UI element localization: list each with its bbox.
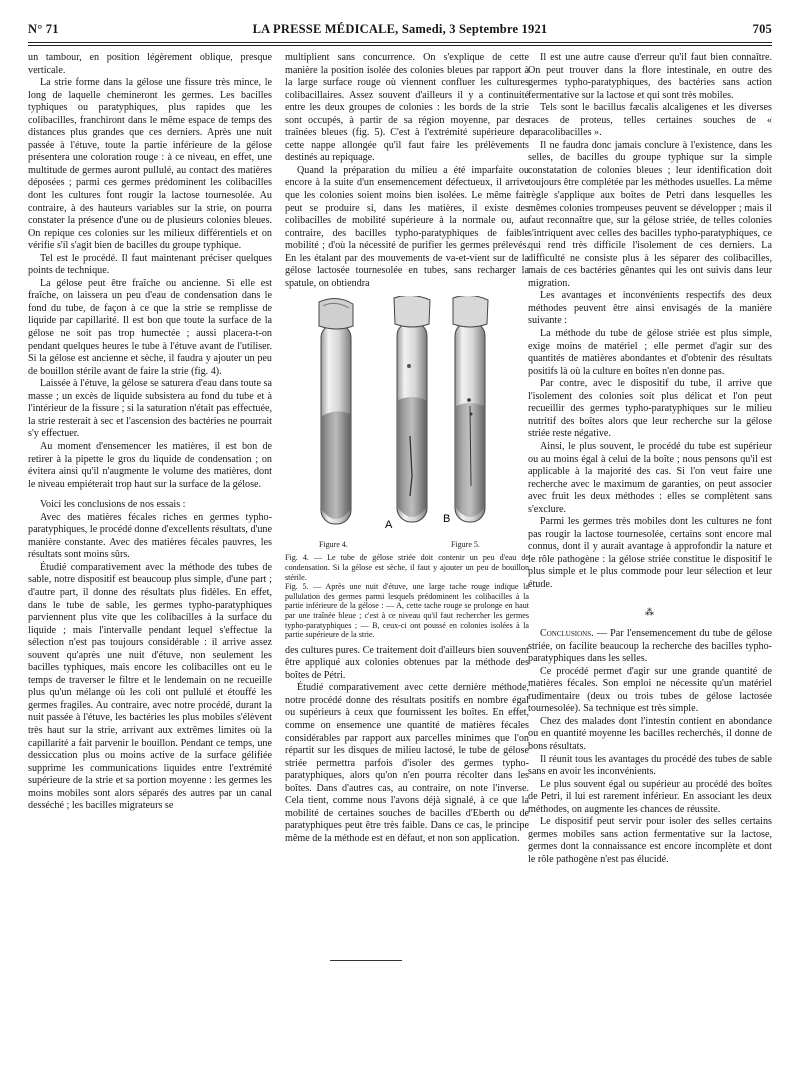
column-2 — [285, 52, 529, 845]
paragraph: Au moment d'ensemencer les matières, il est bon de retirer à la pipette le gros du liquide de condensation ; on évitera ainsi qu'il n'augmente le volume des matières, dont le niveau empiéterait trop haut sur la surface de la gélose. — [28, 440, 272, 490]
paragraph: Étudié comparativement avec cette dernière méthode, notre procédé donne des résultats positifs en nombre égal ou supérieurs à ceux que fournissent les boîtes. En effet, comme on ensemence une quantité de matières fécales considérables par rapport aux parcelles minimes que l'on répartit sur les disques de milieu lactosé, le tube de gélose striée permettra parfois d'isoler des germes typho-paratyphiques, alors qu'on n'en pourra récolter dans les boîtes. Dans d'autres cas, au contraire, on note l'inverse. Cela tient, comme nous l'avons déjà signalé, à ce que la mobilité de certaines souches de bacilles d'Eberth ou de paratyphiques peut être très faible. Dans ce cas, le principe même de la méthode est en défaut, et non son application. — [285, 682, 529, 844]
page-number: 705 — [752, 22, 772, 36]
tube-figure-5b — [453, 296, 488, 522]
paragraph: Les avantages et inconvénients respectifs des deux méthodes peuvent être ainsi envisagés de la manière suivante : — [528, 290, 772, 327]
figure-5-label: Figure 5. — [451, 540, 480, 550]
tube-figure-4 — [319, 299, 353, 525]
paragraph: Chez des malades dont l'intestin contient en abondance ou en quantité moyenne les bacilles recherchés, il donne de bons résultats. — [528, 715, 772, 752]
column-3 — [528, 52, 772, 866]
paragraph: Parmi les germes très mobiles dont les cultures ne font pas rougir la lactose tournesolée, certains sont encore mal connus, dont il y aurait avantage à approfondir la nature et le rôle pathogène : la gélose striée constitue le dispositif le plus simple et le plus commode pour leur sélection et leur étude. — [528, 516, 772, 590]
paragraph: Quand la préparation du milieu a été imparfaite ou encore à la suite d'un ensemencement défectueux, il arrive que les colonies soient moins bien isolées. Le même fait peut se produire si, dans les matières, il existe des colibacilles de mobilité supérieure à la normale ou, au contraire, des bacilles typho-paratyphiques de faible mobilité ; d'où la nécessité de purifier les germes prélevés. En les étalant par des mouvements de va-et-vient sur de la gélose lactosée tournesolée en tubes, sans recharger la spatule, on obtiendra — [285, 164, 529, 289]
paragraph: des cultures pures. Ce traitement doit d'ailleurs bien souvent être appliqué aux colonies obtenues par la méthode des boîtes de Pétri. — [285, 644, 529, 681]
figure-5-legend: Fig. 5. — Après une nuit d'étuve, une large tache rouge indique la pullulation des germes parmi lesquels prédominent les colibacilles à la partie inférieure de la gélose : — A, cette tache rouge se prolonge en haut par une traînée bleue ; c'est à ce niveau qu'il faut rechercher les germes typho-paratyphiques ; — B, ceux-ci ont poussé en colonies isolées à la partie supérieure de la strie. — [285, 582, 529, 640]
section-separator: ⁂ — [645, 606, 655, 617]
column-1 — [28, 52, 272, 813]
paragraph: Tels sont le bacillus fæcalis alcaligenes et les diverses races de proteus, telles certaines souches de « paracolibacilles ». — [528, 102, 772, 139]
paragraph: Il réunit tous les avantages du procédé des tubes de sable sans en avoir les inconvénients. — [528, 753, 772, 778]
tube-letter-a: A — [385, 519, 393, 532]
paragraph: Ainsi, le plus souvent, le procédé du tube est supérieur ou au moins égal à celui de la boîte ; nous pensons qu'il est applicable à la majorité des cas. Si l'on veut faire une recherche avec le maximum de garanties, on peut associer avec fruit les deux méthodes : elles se complètent sans s'exclure. — [528, 440, 772, 515]
paragraph: Ce procédé permet d'agir sur une grande quantité de matières fécales. Son emploi ne nécessite qu'un matériel rudimentaire (deux ou trois tubes de gélose lactosée tournesolée). Sa technique est très simple. — [528, 665, 772, 715]
conclusions-paragraph — [528, 628, 772, 666]
paragraph: multiplient sans concurrence. On s'explique de cette manière la position isolée des colonies bleues par rapport à la large surface rouge où viennent confluer les cultures colibacillaires. Assez souvent d'ailleurs il y a continuité entre les deux groupes de colonies : les bords de la strie sont occupés, à partir de sa région moyenne, par des traînées bleues (fig. 5). C'est à l'extrémité supérieure de cette nappe allongée qu'il faut faire les prélèvements destinés au repiquage. — [285, 52, 529, 164]
figure-captions — [285, 539, 529, 549]
paragraph: La gélose peut être fraîche ou ancienne. Si elle est fraîche, on laissera un peu d'eau de condensation dans le fond du tube, de façon à ce que la strie se remplisse de liquide par capillarité. Il est bon que toute la surface de la gélose ne soit pas trop humectée ; aussi placera-t-on pendant quelques heures le tube à l'étuve avant de l'utiliser. Si la gélose est ancienne et sèche, il faudra y ajouter un peu de bouillon stérile avant de faire la strie (fig. 4). — [28, 277, 272, 377]
paragraph: La strie forme dans la gélose une fissure très mince, le long de laquelle chemineront les germes. Les bacilles typhiques ou paratyphiques, plus rapides que les colibacilles, franchiront dans le même espace de temps des distances plus grandes que ces derniers. Après une nuit passée à l'étuve, toute la partie inférieure de la gélose présentera une coloration rouge : à ce niveau, en effet, une multitude de germes auront pullulé, au contact des matières déposées ; parmi ces germes prédominent les colibacilles dont les cultures font rougir la lactose tournesolée. Au contraire, à des hauteurs variables sur la strie, on pourra constater la présence d'une ou de plusieurs colonies bleues. On repique ces colonies sur les milieux différentiels et on vérifie s'il s'agit bien de bacilles du groupe typhique. — [28, 77, 272, 252]
running-header — [28, 22, 772, 40]
paragraph: Le plus souvent égal ou supérieur au procédé des boîtes de Petri, il lui est rarement inférieur. En associant les deux méthodes, on augmente les chances de réussite. — [528, 778, 772, 815]
paragraph: Voici les conclusions de nos essais : — [40, 499, 186, 511]
paragraph: Avec des matières fécales riches en germes typho-paratyphiques, le procédé donne d'excellents résultats, d'une manière constante. Avec des matières fécales pauvres, les résultats sont moins sûrs. — [28, 511, 272, 561]
paragraph: Étudié comparativement avec la méthode des tubes de sable, notre dispositif est beaucoup plus simple, d'une part ; d'autre part, il donne des résultats plus fidèles. En effet, dans le tube de sable, les germes typho-paratyphiques parviennent plus vite que les colibacilles à la surface du liquide ; mais l'intervalle pendant lequel s'effectue la sélection n'est pas toujours considérable : il arrive assez souvent qu'après une nuit d'étuve, non seulement les bacilles typhiques, mais encore les colibacilles ont eu le temps de traverser le filtre et le lendemain on ne recueille plus qu'un mélange où les coli ont pullulé et étouffé les germes fragiles. Au contraire, avec notre procédé, durant la nuit passée à l'étuve, les bactéries les plus mobiles s'élèvent très haut sur la strie, arrivant aux extrêmes limites où la capillarité a fait parvenir le bouillon. Pendant ce temps, une dessiccation plus ou moins active de la surface gélifiée supprime les communications liquides entre l'extrémité supérieure de la strie et sa portion moyenne : les germes les moins mobiles sont alors séparés des autres par un canal desséché ; les bacilles migrateurs se — [28, 561, 272, 812]
paragraph: Il ne faudra donc jamais conclure à l'existence, dans les selles, de bacilles du groupe typhique sur la simple constatation de colonies bleues ; leur identification doit toujours être complétée par les méthodes usuelles. La même règle s'applique aux boîtes de Petri dans lesquelles les mêmes colonies trompeuses peuvent se développer ; mais il faut reconnaître que, sur la gélose striée, de telles colonies s'intriquent avec celles des bacilles typho-paratyphiques, ce qui rend très difficile l'isolement de ces derniers. La difficulté ne consiste plus à les séparer des colibacilles, mais de ces bactéries gênantes qui les ont suivis dans leur migration. — [528, 139, 772, 289]
paragraph: Laissée à l'étuve, la gélose se saturera d'eau dans toute sa masse ; un excès de liquide subsistera au fond du tube et à l'intérieur de la fissure ; si la saturation n'était pas effectuée, la strie resterait à sec et l'ascension des bactéries ne pourrait s'y effectuer. — [28, 378, 272, 440]
paragraph: un tambour, en position légèrement oblique, presque verticale. — [28, 52, 272, 76]
tube-letter-b: B — [443, 513, 451, 526]
figure-4-label: Figure 4. — [319, 540, 348, 550]
paragraph: Le dispositif peut servir pour isoler des selles certains germes mobiles sans action fermentative sur la lactose, germes dont la connaissance est encore incomplète et dont le rôle pathogène n'est pas élucidé. — [528, 816, 772, 865]
header-rule-top — [28, 42, 772, 43]
tube-figure-5a — [394, 296, 430, 522]
paragraph: Il est une autre cause d'erreur qu'il faut bien connaître. On peut trouver dans la flore intestinale, en outre des germes typho-paratyphiques, des bactéries sans action fermentative sur la lactose et qui sont très mobiles. — [528, 52, 772, 101]
issue-number: N° 71 — [28, 22, 59, 36]
end-rule — [330, 960, 402, 961]
header-rule-bottom — [28, 45, 772, 46]
figure-tubes — [285, 296, 529, 536]
paragraph: La méthode du tube de gélose striée est plus simple, exige moins de matériel ; elle permet d'agir sur des quantités de matières abondantes et d'obtenir des résultats positifs là où la culture en boîtes n'en donne pas. — [528, 328, 772, 377]
conclusions-heading: Conclusions. — [540, 628, 594, 640]
paragraph: Tel est le procédé. Il faut maintenant préciser quelques points de technique. — [28, 252, 272, 277]
figure-4-legend: Fig. 4. — Le tube de gélose striée doit contenir un peu d'eau de condensation. Si la gélose est sèche, il faut y ajouter un peu de bouillon stérile. — [285, 553, 529, 582]
journal-title: LA PRESSE MÉDICALE, Samedi, 3 Septembre 1921 — [252, 22, 548, 36]
paragraph: Par contre, avec le dispositif du tube, il arrive que l'isolement des colonies soit plus délicat et l'on peut recueillir des germes typho-paratyphiques sur le milieu nutritif des boîtes alors que leur recherche sur la gélose striée reste négative. — [528, 378, 772, 440]
conclusions-first: — Par l'ensemencement du tube de gélose striée, on facilite beaucoup la recherche des bacilles typho-paratyphiques dans les selles. — [528, 628, 772, 665]
test-tubes-illustration — [285, 296, 529, 536]
